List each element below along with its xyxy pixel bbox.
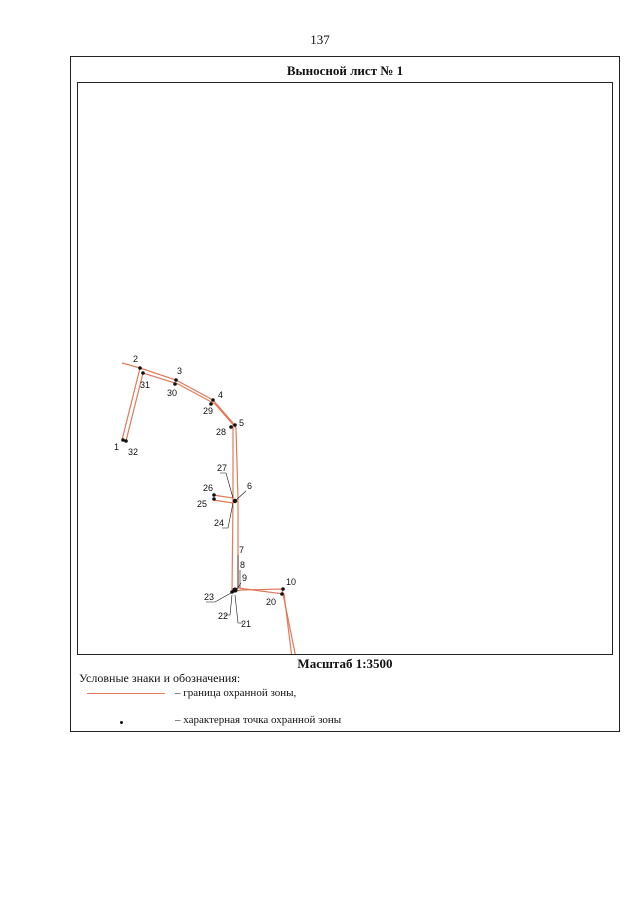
sheet-frame: [70, 56, 620, 732]
point-26: [212, 493, 216, 497]
svg-text:30: 30: [167, 388, 178, 398]
svg-text:4: 4: [218, 390, 224, 400]
sheet-title: Выносной лист № 1: [286, 63, 404, 78]
point-30: [173, 382, 177, 386]
point-10: [281, 587, 285, 591]
page-number: 137: [310, 32, 330, 47]
svg-text:6: 6: [247, 481, 253, 491]
svg-text:26: 26: [203, 483, 214, 493]
svg-text:8: 8: [240, 560, 246, 570]
boundary-line-spur: [213, 495, 233, 503]
svg-text:27: 27: [217, 463, 228, 473]
point-31: [141, 371, 145, 375]
legend-item-point: [79, 713, 599, 729]
svg-text:7: 7: [239, 545, 245, 555]
boundary-diagram: [78, 83, 613, 655]
map-area: [77, 82, 613, 655]
svg-text:21: 21: [241, 619, 252, 629]
svg-text:29: 29: [203, 406, 214, 416]
boundary-line-symbol: [87, 693, 165, 694]
legend-item-boundary: [79, 686, 599, 702]
svg-text:24: 24: [214, 518, 225, 528]
svg-text:28: 28: [216, 427, 227, 437]
legend-item-point-text: – характерная точка охранной зоны: [175, 714, 342, 726]
svg-text:32: 32: [128, 447, 139, 457]
svg-text:2: 2: [133, 354, 139, 364]
svg-text:3: 3: [177, 366, 183, 376]
svg-text:1: 1: [114, 442, 120, 452]
point-25: [212, 497, 216, 501]
svg-text:22: 22: [218, 611, 229, 621]
point-28: [229, 425, 233, 429]
point-32: [124, 439, 128, 443]
svg-text:23: 23: [204, 592, 215, 602]
svg-text:31: 31: [140, 380, 151, 390]
point-5: [233, 423, 237, 427]
svg-text:9: 9: [242, 573, 248, 583]
svg-text:10: 10: [286, 577, 297, 587]
scale-label: Масштаб 1:3500: [297, 656, 393, 671]
legend-title: Условные знаки и обозначения:: [79, 671, 241, 685]
point-dot-symbol: [120, 721, 123, 724]
svg-text:25: 25: [197, 499, 208, 509]
point-3: [174, 378, 178, 382]
boundary-line-left-leg: [122, 368, 140, 440]
point-2: [138, 366, 142, 370]
point-20: [280, 592, 284, 596]
svg-text:20: 20: [266, 597, 277, 607]
legend-item-boundary-text: – граница охранной зоны,: [175, 687, 297, 699]
point-4: [211, 398, 215, 402]
svg-text:5: 5: [239, 418, 245, 428]
